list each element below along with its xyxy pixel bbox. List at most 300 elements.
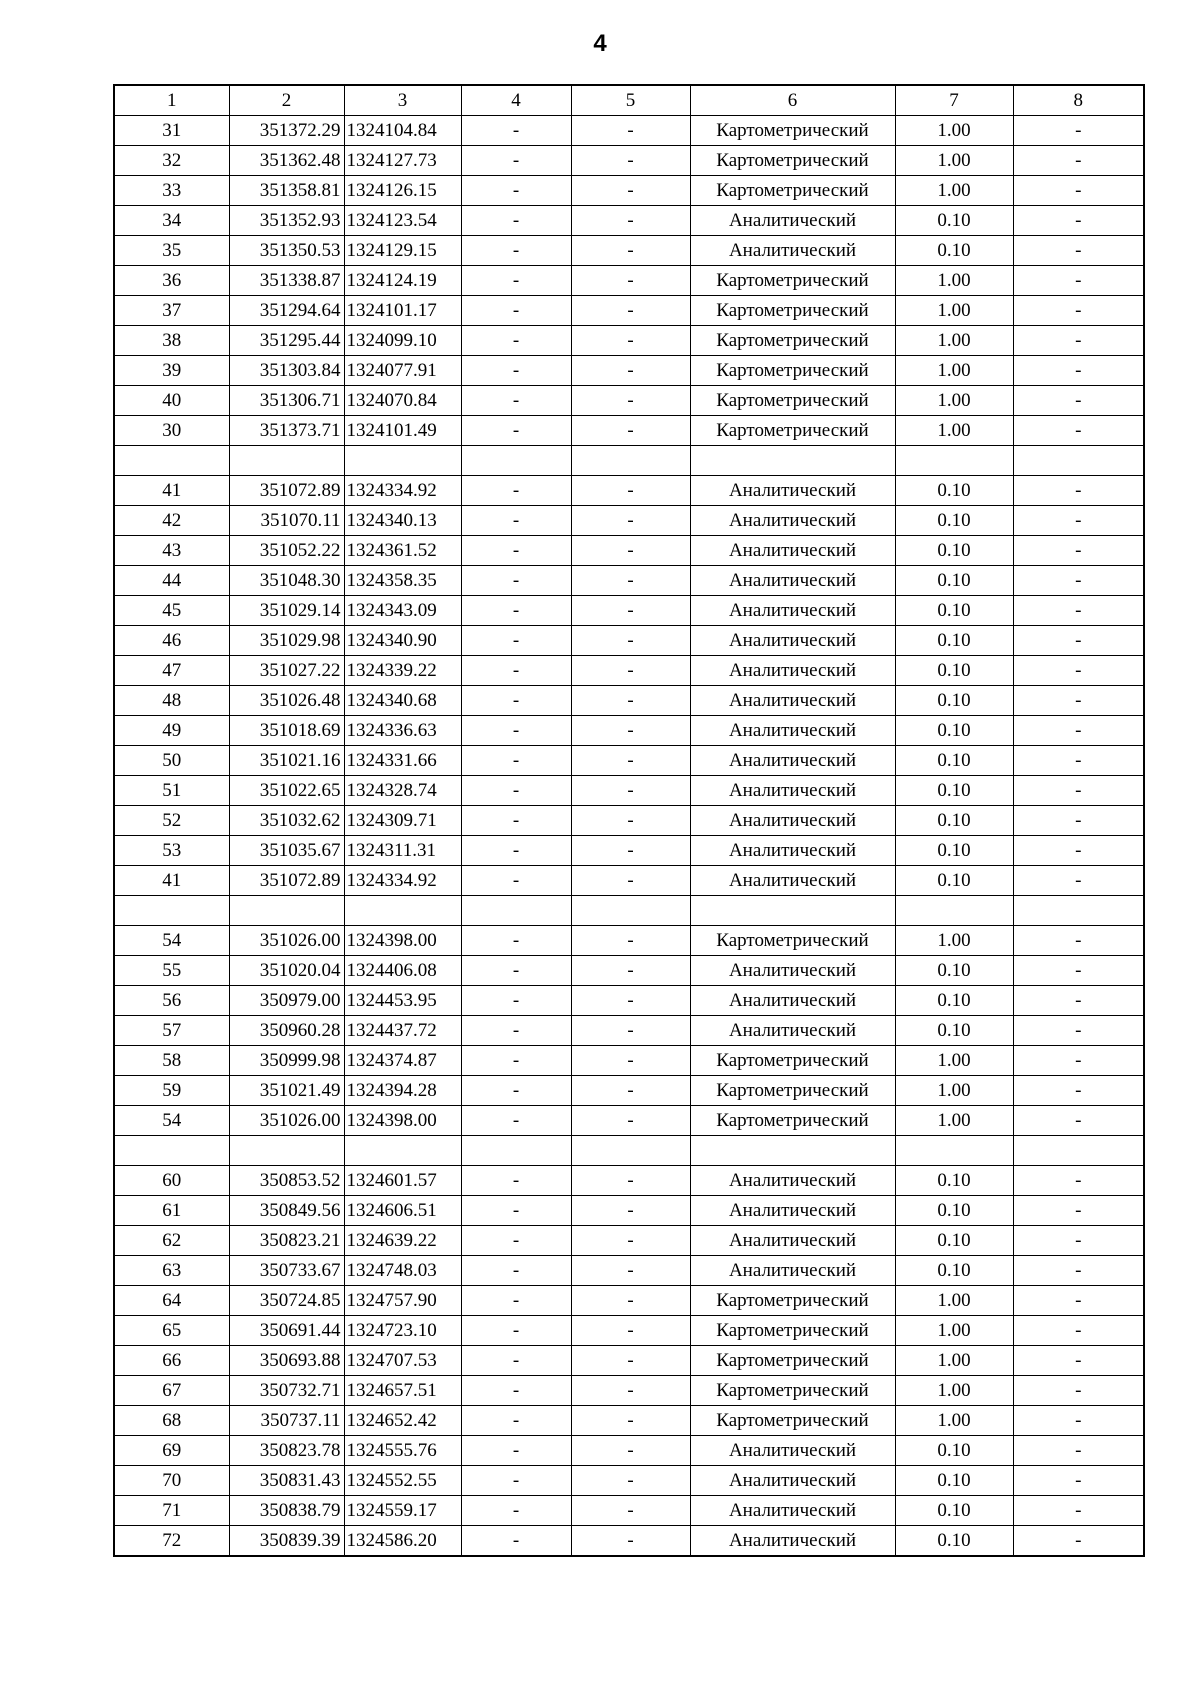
table-cell: - (461, 596, 571, 626)
table-cell: 1.00 (895, 926, 1013, 956)
table-cell: - (1013, 1166, 1144, 1196)
table-cell: - (461, 866, 571, 896)
table-cell: 351295.44 (229, 326, 344, 356)
empty-cell (344, 446, 461, 476)
table-row (114, 1436, 1144, 1466)
table-cell: - (461, 626, 571, 656)
table-row (114, 236, 1144, 266)
table-cell: - (571, 1256, 690, 1286)
table-cell: Аналитический (690, 776, 895, 806)
table-cell: 61 (114, 1196, 229, 1226)
table-cell: 1324339.22 (344, 656, 461, 686)
table-row (114, 1466, 1144, 1496)
table-cell: Аналитический (690, 596, 895, 626)
table-cell: - (1013, 146, 1144, 176)
table-cell: 351358.81 (229, 176, 344, 206)
table-cell: 351072.89 (229, 866, 344, 896)
table-row (114, 1316, 1144, 1346)
table-cell: - (1013, 776, 1144, 806)
table-cell: 351032.62 (229, 806, 344, 836)
table-row (114, 1166, 1144, 1196)
table-row (114, 806, 1144, 836)
table-cell: Картометрический (690, 1406, 895, 1436)
empty-cell (114, 446, 229, 476)
table-row (114, 476, 1144, 506)
table-cell: - (461, 956, 571, 986)
table-cell: - (1013, 176, 1144, 206)
table-cell: - (571, 1046, 690, 1076)
table-cell: 0.10 (895, 1196, 1013, 1226)
column-header: 2 (229, 85, 344, 116)
table-cell: - (461, 1286, 571, 1316)
table-cell: - (1013, 1316, 1144, 1346)
table-cell: - (461, 1346, 571, 1376)
table-row (114, 146, 1144, 176)
table-row (114, 1016, 1144, 1046)
table-cell: Картометрический (690, 176, 895, 206)
column-header: 7 (895, 85, 1013, 116)
table-cell: Аналитический (690, 716, 895, 746)
table-cell: 62 (114, 1226, 229, 1256)
table-cell: - (571, 986, 690, 1016)
table-cell: 350724.85 (229, 1286, 344, 1316)
table-cell: Аналитический (690, 746, 895, 776)
table-cell: 0.10 (895, 866, 1013, 896)
table-cell: 68 (114, 1406, 229, 1436)
empty-cell (895, 1136, 1013, 1166)
table-cell: - (571, 356, 690, 386)
empty-cell (895, 446, 1013, 476)
table-cell: 54 (114, 1106, 229, 1136)
table-cell: - (461, 806, 571, 836)
table-cell: - (1013, 596, 1144, 626)
table-cell: - (1013, 1376, 1144, 1406)
table-row (114, 1046, 1144, 1076)
table-cell: 1324129.15 (344, 236, 461, 266)
table-cell: 33 (114, 176, 229, 206)
table-cell: 351035.67 (229, 836, 344, 866)
column-header: 8 (1013, 85, 1144, 116)
table-cell: 48 (114, 686, 229, 716)
table-cell: 1.00 (895, 416, 1013, 446)
table-cell: 63 (114, 1256, 229, 1286)
table-cell: 1324398.00 (344, 926, 461, 956)
table-cell: - (461, 746, 571, 776)
table-cell: - (1013, 1016, 1144, 1046)
table-cell: 1324343.09 (344, 596, 461, 626)
table-cell: 0.10 (895, 1436, 1013, 1466)
table-cell: - (1013, 956, 1144, 986)
table-cell: 350733.67 (229, 1256, 344, 1286)
table-cell: - (571, 266, 690, 296)
column-header: 4 (461, 85, 571, 116)
table-cell: - (1013, 656, 1144, 686)
table-cell: 0.10 (895, 716, 1013, 746)
table-row (114, 746, 1144, 776)
table-cell: - (571, 1526, 690, 1557)
table-row (114, 1526, 1144, 1557)
table-cell: 351070.11 (229, 506, 344, 536)
table-cell: Аналитический (690, 836, 895, 866)
table-cell: 55 (114, 956, 229, 986)
table-cell: 350999.98 (229, 1046, 344, 1076)
table-cell: - (571, 1496, 690, 1526)
table-cell: 351372.29 (229, 116, 344, 146)
table-cell: 0.10 (895, 1526, 1013, 1557)
table-cell: Картометрический (690, 116, 895, 146)
table-cell: 351373.71 (229, 416, 344, 446)
table-cell: 351027.22 (229, 656, 344, 686)
table-cell: 1324340.90 (344, 626, 461, 656)
table-cell: 0.10 (895, 986, 1013, 1016)
table-cell: 1.00 (895, 1346, 1013, 1376)
table-cell: Картометрический (690, 1046, 895, 1076)
table-cell: Аналитический (690, 1256, 895, 1286)
table-cell: 351303.84 (229, 356, 344, 386)
table-cell: 0.10 (895, 596, 1013, 626)
empty-cell (344, 896, 461, 926)
table-cell: 0.10 (895, 836, 1013, 866)
table-cell: 1.00 (895, 146, 1013, 176)
table-cell: 350960.28 (229, 1016, 344, 1046)
table-cell: 1324606.51 (344, 1196, 461, 1226)
table-cell: - (461, 326, 571, 356)
table-row (114, 1226, 1144, 1256)
table-cell: Картометрический (690, 926, 895, 956)
table-cell: 350849.56 (229, 1196, 344, 1226)
table-cell: Картометрический (690, 326, 895, 356)
table-cell: 0.10 (895, 746, 1013, 776)
table-cell: 52 (114, 806, 229, 836)
table-cell: 1324361.52 (344, 536, 461, 566)
empty-cell (690, 446, 895, 476)
table-cell: - (571, 326, 690, 356)
table-cell: - (461, 1256, 571, 1286)
table-cell: Аналитический (690, 806, 895, 836)
table-cell: 1324123.54 (344, 206, 461, 236)
table-cell: - (461, 716, 571, 746)
table-cell: 0.10 (895, 776, 1013, 806)
table-cell: - (571, 866, 690, 896)
table-cell: - (461, 536, 571, 566)
empty-cell (895, 896, 1013, 926)
empty-cell (1013, 896, 1144, 926)
table-cell: - (461, 236, 571, 266)
table-row (114, 596, 1144, 626)
table-cell: - (1013, 326, 1144, 356)
table-cell: 350823.21 (229, 1226, 344, 1256)
table-cell: 1324652.42 (344, 1406, 461, 1436)
table-row (114, 206, 1144, 236)
table-cell: 1324070.84 (344, 386, 461, 416)
table-cell: - (461, 1316, 571, 1346)
column-header: 3 (344, 85, 461, 116)
table-cell: 0.10 (895, 626, 1013, 656)
table-cell: 1324311.31 (344, 836, 461, 866)
table-cell: - (461, 206, 571, 236)
column-header: 5 (571, 85, 690, 116)
table-cell: 1.00 (895, 1106, 1013, 1136)
table-cell: 1324334.92 (344, 476, 461, 506)
table-cell: Аналитический (690, 1496, 895, 1526)
table-cell: 0.10 (895, 806, 1013, 836)
table-cell: Аналитический (690, 1016, 895, 1046)
table-cell: 1324340.13 (344, 506, 461, 536)
table-cell: - (1013, 416, 1144, 446)
table-cell: Аналитический (690, 566, 895, 596)
table-row (114, 956, 1144, 986)
table-cell: - (1013, 206, 1144, 236)
table-row (114, 116, 1144, 146)
table-cell: 37 (114, 296, 229, 326)
table-cell: 351018.69 (229, 716, 344, 746)
table-cell: Картометрический (690, 296, 895, 326)
table-cell: 350737.11 (229, 1406, 344, 1436)
empty-cell (461, 446, 571, 476)
table-cell: - (571, 1286, 690, 1316)
table-cell: 30 (114, 416, 229, 446)
table-cell: 1324657.51 (344, 1376, 461, 1406)
table-cell: 1.00 (895, 1406, 1013, 1436)
table-cell: Картометрический (690, 1286, 895, 1316)
table-cell: - (1013, 746, 1144, 776)
table-cell: - (1013, 1046, 1144, 1076)
table-row (114, 836, 1144, 866)
table-cell: 1.00 (895, 1376, 1013, 1406)
table-cell: 64 (114, 1286, 229, 1316)
table-cell: 1324586.20 (344, 1526, 461, 1557)
table-cell: - (461, 776, 571, 806)
table-cell: 350838.79 (229, 1496, 344, 1526)
table-row (114, 1376, 1144, 1406)
table-row (114, 626, 1144, 656)
empty-cell (461, 1136, 571, 1166)
table-cell: - (461, 1106, 571, 1136)
table-cell: 53 (114, 836, 229, 866)
table-row (114, 1076, 1144, 1106)
table-cell: 351021.16 (229, 746, 344, 776)
table-cell: - (1013, 866, 1144, 896)
table-cell: 351026.00 (229, 926, 344, 956)
coordinates-table (113, 84, 1145, 1557)
table-cell: - (571, 956, 690, 986)
table-cell: 31 (114, 116, 229, 146)
table-cell: Аналитический (690, 476, 895, 506)
table-cell: 351026.48 (229, 686, 344, 716)
table-cell: 350853.52 (229, 1166, 344, 1196)
separator-row (114, 896, 1144, 926)
table-cell: - (571, 236, 690, 266)
table-cell: 42 (114, 506, 229, 536)
table-cell: - (1013, 1436, 1144, 1466)
table-cell: 1.00 (895, 296, 1013, 326)
table-cell: - (461, 476, 571, 506)
empty-cell (114, 896, 229, 926)
table-cell: - (571, 1076, 690, 1106)
table-cell: 69 (114, 1436, 229, 1466)
table-cell: - (571, 566, 690, 596)
table-cell: Аналитический (690, 686, 895, 716)
table-cell: 351306.71 (229, 386, 344, 416)
table-cell: 351350.53 (229, 236, 344, 266)
table-cell: 351022.65 (229, 776, 344, 806)
table-cell: - (1013, 1106, 1144, 1136)
table-cell: 34 (114, 206, 229, 236)
empty-cell (571, 446, 690, 476)
table-cell: 66 (114, 1346, 229, 1376)
empty-cell (344, 1136, 461, 1166)
table-cell: - (461, 656, 571, 686)
table-cell: - (461, 1046, 571, 1076)
table-row (114, 386, 1144, 416)
table-cell: 351021.49 (229, 1076, 344, 1106)
table-cell: - (461, 506, 571, 536)
table-cell: 1324437.72 (344, 1016, 461, 1046)
table-cell: - (571, 1106, 690, 1136)
table-cell: 1324358.35 (344, 566, 461, 596)
table-cell: 32 (114, 146, 229, 176)
empty-cell (229, 896, 344, 926)
table-cell: 1324374.87 (344, 1046, 461, 1076)
table-cell: 351020.04 (229, 956, 344, 986)
table-cell: 0.10 (895, 536, 1013, 566)
table-cell: 49 (114, 716, 229, 746)
table-cell: - (1013, 1256, 1144, 1286)
table-cell: 1324127.73 (344, 146, 461, 176)
table-row (114, 1346, 1144, 1376)
table-row (114, 866, 1144, 896)
table-cell: - (1013, 1346, 1144, 1376)
table-cell: 350691.44 (229, 1316, 344, 1346)
table-cell: - (571, 716, 690, 746)
table-cell: 1324099.10 (344, 326, 461, 356)
page-number: 4 (593, 30, 607, 57)
table-cell: 59 (114, 1076, 229, 1106)
table-cell: - (461, 986, 571, 1016)
separator-row (114, 1136, 1144, 1166)
table-cell: - (571, 836, 690, 866)
table-cell: 1324406.08 (344, 956, 461, 986)
table-cell: Аналитический (690, 626, 895, 656)
table-cell: 0.10 (895, 506, 1013, 536)
table-cell: - (571, 296, 690, 326)
table-cell: - (571, 1166, 690, 1196)
table-cell: 351294.64 (229, 296, 344, 326)
table-row (114, 266, 1144, 296)
table-cell: - (461, 1076, 571, 1106)
table-cell: 38 (114, 326, 229, 356)
table-row (114, 1256, 1144, 1286)
table-cell: 1324104.84 (344, 116, 461, 146)
table-cell: 1324394.28 (344, 1076, 461, 1106)
table-cell: - (571, 536, 690, 566)
table-cell: - (571, 776, 690, 806)
table-cell: 71 (114, 1496, 229, 1526)
table-cell: - (571, 476, 690, 506)
table-cell: 47 (114, 656, 229, 686)
table-cell: - (461, 416, 571, 446)
table-cell: - (571, 626, 690, 656)
empty-cell (114, 1136, 229, 1166)
table-row (114, 926, 1144, 956)
table-cell: 65 (114, 1316, 229, 1346)
table-cell: - (571, 1466, 690, 1496)
table-cell: - (1013, 506, 1144, 536)
table-cell: - (461, 1196, 571, 1226)
column-header: 1 (114, 85, 229, 116)
empty-cell (690, 1136, 895, 1166)
table-cell: 0.10 (895, 1226, 1013, 1256)
table-cell: 1324124.19 (344, 266, 461, 296)
table-cell: - (1013, 476, 1144, 506)
table-row (114, 986, 1144, 1016)
table-cell: 0.10 (895, 206, 1013, 236)
table-cell: 0.10 (895, 1256, 1013, 1286)
table-cell: 1324757.90 (344, 1286, 461, 1316)
table-cell: 1.00 (895, 176, 1013, 206)
table-cell: - (461, 566, 571, 596)
table-cell: 45 (114, 596, 229, 626)
table-cell: Аналитический (690, 866, 895, 896)
table-cell: - (571, 596, 690, 626)
table-cell: 1.00 (895, 1046, 1013, 1076)
table-cell: 44 (114, 566, 229, 596)
table-cell: - (1013, 116, 1144, 146)
table-cell: 1.00 (895, 1286, 1013, 1316)
table-cell: - (461, 1466, 571, 1496)
table-cell: Аналитический (690, 1466, 895, 1496)
table-cell: 57 (114, 1016, 229, 1046)
table-cell: - (1013, 806, 1144, 836)
table-cell: 1324077.91 (344, 356, 461, 386)
table-cell: - (461, 146, 571, 176)
empty-cell (229, 1136, 344, 1166)
table-row (114, 416, 1144, 446)
table-cell: - (1013, 1466, 1144, 1496)
table-cell: - (571, 1406, 690, 1436)
table-cell: 351029.98 (229, 626, 344, 656)
table-cell: - (571, 506, 690, 536)
table-cell: Аналитический (690, 536, 895, 566)
table-cell: - (461, 1496, 571, 1526)
table-cell: - (1013, 1286, 1144, 1316)
table-row (114, 326, 1144, 356)
table-cell: - (571, 1316, 690, 1346)
header-row (114, 85, 1144, 116)
table-cell: - (461, 1376, 571, 1406)
table-cell: 60 (114, 1166, 229, 1196)
table-cell: 1.00 (895, 1316, 1013, 1346)
table-cell: - (461, 686, 571, 716)
table-cell: Картометрический (690, 1346, 895, 1376)
table-cell: Аналитический (690, 206, 895, 236)
table-cell: - (461, 1166, 571, 1196)
table-body (114, 116, 1144, 1557)
table-row (114, 686, 1144, 716)
table-cell: 1324101.49 (344, 416, 461, 446)
table-cell: 351052.22 (229, 536, 344, 566)
table-cell: 1324331.66 (344, 746, 461, 776)
table-cell: 1324555.76 (344, 1436, 461, 1466)
table-cell: - (1013, 716, 1144, 746)
table-cell: Картометрический (690, 1076, 895, 1106)
table-cell: Аналитический (690, 1226, 895, 1256)
empty-cell (461, 896, 571, 926)
table-cell: 50 (114, 746, 229, 776)
table-cell: 1324309.71 (344, 806, 461, 836)
table-cell: 351338.87 (229, 266, 344, 296)
table-cell: 1.00 (895, 266, 1013, 296)
